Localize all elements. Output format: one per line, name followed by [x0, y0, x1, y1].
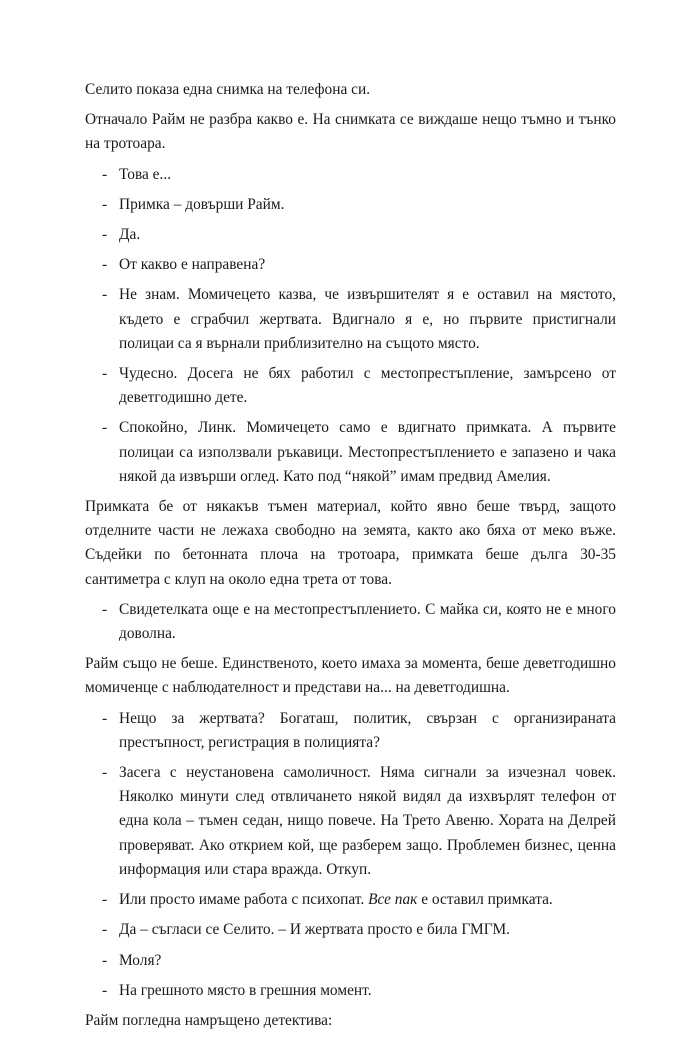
- dialogue-line: [85, 283, 616, 356]
- dialogue-text: На грешното място в грешния момент.: [119, 981, 372, 999]
- dash-marker: -: [102, 951, 108, 969]
- dialogue-text: Това е...: [119, 165, 172, 183]
- dash-marker: -: [102, 365, 108, 383]
- dialogue-line: [85, 253, 616, 277]
- paragraph: Селито показа една снимка на телефона си.: [85, 81, 371, 98]
- paragraph: Райм също не беше. Единственото, което имаха за момента, беше деветгодишно момиченце с наблюдателност и представи на... на деветгодишна.: [85, 655, 616, 697]
- dash-marker: -: [102, 921, 108, 939]
- dialogue-line: [85, 979, 616, 1003]
- dash-marker: -: [102, 286, 108, 304]
- dialogue-line: [85, 598, 616, 646]
- dialogue-line: [85, 888, 616, 912]
- dash-marker: -: [102, 709, 108, 727]
- page-body: [85, 78, 616, 1039]
- dialogue-text: [119, 888, 616, 912]
- dash-marker: -: [102, 600, 108, 618]
- dialogue-text: Да.: [119, 226, 141, 244]
- dialogue-line: [85, 362, 616, 410]
- dialogue-text: Свидетелката още е на местопрестъплението. С майка си, която не е много доволна.: [119, 600, 616, 643]
- dialogue-text: Нещо за жертвата? Богаташ, политик, свързан с организираната престъпност, регистрация в полицията?: [119, 709, 616, 751]
- dialogue-text: Засега с неустановена самоличност. Няма сигнали за изчезнал човек. Няколко минути след отвличането някой видял да изхвърлят телефон от една кола – тъмен седан, нищо повече. На Трето Авеню. Хората на Делрей проверяват. Ако открием кой, ще разберем защо. Проблемен бизнес, ценна информация или стара вражда. Откуп.: [119, 764, 616, 878]
- dialogue-text: Примка – довърши Райм.: [119, 195, 285, 213]
- emphasis-text: Все пак: [368, 891, 418, 909]
- dialogue-line: [85, 163, 616, 187]
- dialogue-line: [85, 918, 616, 942]
- dialogue-text: Да – съгласи се Селито. – И жертвата просто е била ГМГМ.: [119, 921, 510, 939]
- dash-marker: -: [102, 165, 108, 183]
- dash-marker: -: [102, 195, 108, 213]
- dialogue-line: [85, 707, 616, 755]
- dialogue-text-part: Или просто имаме работа с психопат.: [119, 891, 369, 909]
- dialogue-line: [85, 761, 616, 882]
- paragraph: Примката бе от някакъв тъмен материал, който явно беше твърд, защото отделните части не лежаха свободно на земята, както ако бяха от меко въже. Съдейки по бетонната плоча на тротоара, примката беше дълга 30-35 сантиметра с клуп на около една трета от това.: [85, 498, 616, 588]
- dash-marker: -: [102, 891, 108, 909]
- dialogue-line: [85, 416, 616, 489]
- dialogue-text: От какво е направена?: [119, 256, 266, 274]
- dialogue-text-part: е оставил примката.: [417, 891, 553, 909]
- dialogue-line: [85, 193, 616, 217]
- dialogue-line: [85, 949, 616, 973]
- paragraph: Отначало Райм не разбра какво е. На снимката се виждаше нещо тъмно и тънко на тротоара.: [85, 111, 616, 153]
- dash-marker: -: [102, 981, 108, 999]
- dialogue-text: Спокойно, Линк. Момичецето само е вдигнато примката. А първите полицаи са използвали ръкавици. Местопрестъплението е запазено и чака някой да извърши оглед. Като под “някой” имам предвид Амелия.: [119, 419, 616, 485]
- dash-marker: -: [102, 764, 108, 782]
- dash-marker: -: [102, 256, 108, 274]
- dash-marker: -: [102, 419, 108, 437]
- dialogue-text: Чудесно. Досега не бях работил с местопрестъпление, замърсено от деветгодишно дете.: [119, 365, 616, 407]
- paragraph: Райм погледна намръщено детектива:: [85, 1011, 333, 1029]
- dialogue-line: [85, 223, 616, 247]
- dash-marker: -: [102, 226, 108, 244]
- dialogue-text: Не знам. Момичецето казва, че извършителят я е оставил на мястото, където е сграбчил жертвата. Вдигнало я е, но първите пристигнали полицаи са я върнали приблизително на същото място.: [119, 286, 616, 352]
- dialogue-text: Моля?: [119, 951, 162, 969]
